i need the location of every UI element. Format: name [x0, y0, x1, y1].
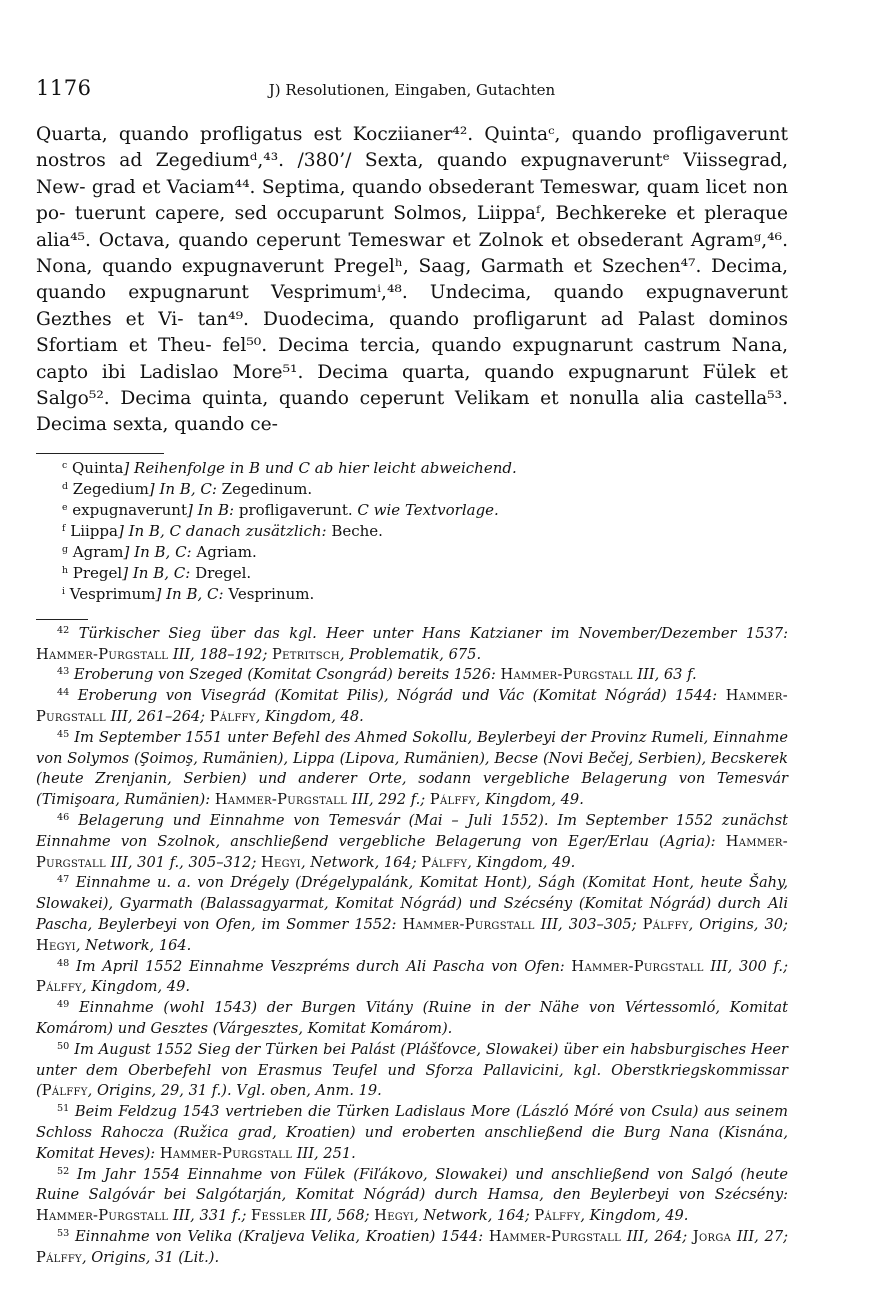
main-line: expugnarunt Vesprimumⁱ,⁴⁸. Undecima, quando expugnaverunt Gezthes et Vi- — [36, 282, 789, 330]
running-head: J) Resolutionen, Eingaben, Gutachten — [268, 81, 556, 99]
footnote-text: Einnahme u. a. von Drégely (Drégelypalánk, Komitat Hont), Ságh (Komitat Hont, heute Šahy, Slowakei), Gyarmath (Balassagyarmat, Komitat Nógrád) und Szécsény (Komitat Nógrád) durch Ali Pascha, Beylerbeyi von Ofen, im Sommer 1552: Hammer-Purgstall III, 303–305; Pálffy, Origins, 30; Hegyi, Network, 164. — [36, 874, 788, 954]
apparatus-reading: Zegedinum. — [221, 479, 313, 498]
apparatus-entry-c: $^c$ Quinta] Reihenfolge in B und C ab hier leicht abweichend. — [62, 458, 517, 477]
footnote-number: 44 — [57, 687, 70, 699]
main-line: fel⁵⁰. Decima tercia, quando expugnarunt castrum Nana, capto ibi Ladislao — [36, 335, 788, 383]
apparatus-entry-f: $^f$ Liippa] In B, C danach zusätzlich: Beche. — [62, 521, 383, 540]
main-text — [36, 122, 788, 439]
footnote-number: 45 — [57, 729, 70, 741]
footnote-text: Im August 1552 Sieg der Türken bei Palást (Plášťovce, Slowakei) über ein habsburgisches Heer unter dem Oberbefehl von Erasmus Teufel und Sforza Pallavicini, kgl. Oberstkriegskommissar (Pálffy, Origins, 29, 31 f.). Vgl. oben, Anm. 19. — [36, 1040, 788, 1100]
footnote-46 — [36, 811, 788, 873]
main-line: quando expugnaverunt Pregelʰ, Saag, Garmath et Szechen⁴⁷. Decima, quando — [36, 256, 788, 304]
apparatus-mark: g — [62, 543, 68, 555]
apparatus-note: Reihenfolge in B und C ab hier leicht abweichend. — [134, 458, 517, 477]
footnote-text: Eroberung von Visegrád (Komitat Pilis), Nógrád und Vác (Komitat Nógrád) 1544: Hammer-Purgstall III, 261–264; Pálffy, Kingdom, 48. — [36, 687, 788, 726]
apparatus-note: In B, C: — [166, 584, 224, 603]
page-header — [36, 76, 788, 110]
footnote-number: 49 — [57, 999, 70, 1011]
footnote-42 — [36, 624, 788, 666]
footnote-text: Im September 1551 unter Befehl des Ahmed Sokollu, Beylerbeyi der Provinz Rumeli, Einnahme von Solymos (Şoimoş, Rumänien), Lippa (Lipova, Rumänien), Becse (Novi Bečej, Serbien), Becskerek (heute Zrenjanin, Serbien) und anderer Orte, sodann vergebliche Belagerung von Temesvár (Timişoara, Rumänien): Hammer-Purgstall III, 292 f.; Pálffy, Kingdom, 49. — [36, 728, 788, 809]
footnote-44 — [36, 686, 788, 728]
apparatus-note: In B, C: — [159, 479, 217, 498]
apparatus-reading: Agriam. — [196, 542, 257, 561]
apparatus-note: In B, C: — [132, 563, 191, 582]
main-line: tan⁴⁹. Duodecima, quando profligarunt ad Palast dominos Sfortiam et Theu- — [36, 308, 788, 357]
apparatus-lemma: Quinta — [72, 458, 124, 477]
footnote-number: 48 — [57, 957, 70, 969]
footnote-text: Im April 1552 Einnahme Veszpréms durch Ali Pascha von Ofen: Hammer-Purgstall III, 300 f.; Pálffy, Kingdom, 49. — [36, 957, 788, 996]
apparatus-lemma: Agram — [72, 542, 124, 561]
footnote-number: 46 — [57, 812, 70, 824]
apparatus-lemma: Vesprimum — [69, 584, 156, 603]
apparatus-note: In B: — [197, 500, 235, 519]
footnote-number: 42 — [57, 625, 70, 637]
apparatus-mark: h — [62, 564, 68, 576]
apparatus-mark: c — [62, 459, 68, 471]
main-line: tuerunt capere, sed occuparunt Solmos, Liippaᶠ, Bechkereke et pleraque alia⁴⁵. — [36, 203, 788, 251]
apparatus-reading: Dregel. — [195, 563, 252, 582]
main-line: grad et Vaciam⁴⁴. Septima, quando obsederant Temeswar, quam licet non po- — [36, 176, 788, 225]
apparatus-mark: f — [62, 522, 66, 534]
footnote-text: Türkischer Sieg über das kgl. Heer unter Hans Katzianer im November/Dezember 1537: Hammer-Purgstall III, 188–192; Petritsch, Problematik, 675. — [36, 624, 788, 663]
main-line: quando ceperunt Velikam et nonulla alia castella⁵³. Decima sexta, quando ce- — [36, 388, 788, 436]
footnote-number: 50 — [57, 1041, 70, 1052]
apparatus-reading: Vesprinum. — [228, 584, 315, 603]
apparatus-entry-h: $^h$ Pregel] In B, C: Dregel. — [62, 563, 252, 582]
apparatus-lemma: Zegedium — [72, 479, 149, 498]
footnote-number: 53 — [57, 1228, 70, 1240]
apparatus-note: In B, C: — [134, 542, 192, 561]
main-line: nostros ad Zegediumᵈ,⁴³. /380’/ Sexta, quando expugnaveruntᵉ Viissegrad, New- — [36, 150, 788, 198]
footnote-number: 47 — [57, 874, 70, 886]
apparatus-mark: i — [62, 585, 65, 597]
footnote-49 — [36, 998, 788, 1040]
main-paragraph — [36, 122, 788, 439]
document-page — [36, 76, 788, 1269]
footnote-53 — [36, 1227, 788, 1269]
critical-apparatus — [36, 458, 788, 605]
apparatus-mark: d — [62, 480, 68, 492]
footnote-45 — [36, 728, 788, 811]
apparatus-divider — [36, 453, 164, 454]
footnote-divider — [36, 619, 88, 620]
main-line: Quarta, quando profligatus est Kocziianer⁴². Quintaᶜ, quando profligaverunt — [36, 124, 788, 145]
footnote-51 — [36, 1102, 788, 1164]
apparatus-mark: e — [62, 501, 68, 513]
footnote-48 — [36, 957, 788, 999]
apparatus-entry-g: $^g$ Agram] In B, C: Agriam. — [62, 542, 257, 561]
apparatus-entry-e: $^e$ expugnaverunt] In B: profligaverunt. C wie Textvorlage. — [62, 500, 499, 519]
footnote-52 — [36, 1165, 788, 1227]
apparatus-lemma: expugnaverunt — [72, 500, 187, 519]
footnote-text: Einnahme (wohl 1543) der Burgen Vitány (Ruine in der Nähe von Vértessomló, Komitat Komárom) und Gesztes (Várgesztes, Komitat Komárom). — [36, 999, 789, 1038]
footnote-text: Im Jahr 1554 Einnahme von Fülek (Fiľákovo, Slowakei) und anschließend von Salgó (heute Ruine Salgóvár bei Salgótarján, Komitat Nógrád) durch Hamsa, den Beylerbeyi von Szécsény: Hammer-Purgstall III, 331 f.; Fessler III, 568; Hegyi, Network, 164; Pálffy, Kingdom, 49. — [36, 1165, 788, 1225]
footnote-47 — [36, 873, 788, 956]
apparatus-entry-i: $^i$ Vesprimum] In B, C: Vesprinum. — [62, 584, 315, 603]
footnote-43 — [36, 665, 788, 686]
footnote-text: Belagerung und Einnahme von Temesvár (Mai – Juli 1552). Im September 1552 zunächst Einnahme von Szolnok, anschließend vergebliche Belagerung von Eger/Erlau (Agria): Hammer-Purgstall III, 301 f., 305–312; Hegyi, Network, 164; Pálffy, Kingdom, 49. — [36, 812, 788, 871]
page-number: 1176 — [36, 76, 92, 100]
footnote-text: Eroberung von Szeged (Komitat Csongrád) bereits 1526: Hammer-Purgstall III, 63 f. — [73, 666, 697, 684]
apparatus-reading: Beche. — [331, 521, 383, 540]
footnote-50 — [36, 1040, 788, 1102]
footnote-number: 52 — [57, 1165, 70, 1177]
apparatus-note: In B, C danach zusätzlich: — [128, 521, 327, 540]
footnote-text: Beim Feldzug 1543 vertrieben die Türken Ladislaus More (László Móré von Csula) aus seinem Schloss Rahocza (Ružica grad, Kroatien) und eroberten anschließend die Burg Nana (Kisnána, Komitat Heves): Hammer-Purgstall III, 251. — [36, 1103, 788, 1162]
main-line: Octava, quando ceperunt Temeswar et Zolnok et obsederant Agramᵍ,⁴⁶. Nona, — [36, 229, 788, 278]
footnotes — [36, 624, 788, 1269]
apparatus-entry-d: $^d$ Zegedium] In B, C: Zegedinum. — [62, 479, 313, 498]
apparatus-reading: profligaverunt. — [238, 500, 353, 519]
apparatus-note: C wie Textvorlage. — [357, 500, 499, 519]
footnote-text: Einnahme von Velika (Kraljeva Velika, Kroatien) 1544: Hammer-Purgstall III, 264; Jorga III, 27; Pálffy, Origins, 31 (Lit.). — [36, 1227, 789, 1266]
apparatus-lemma: Liippa — [70, 521, 118, 540]
main-line: More⁵¹. Decima quarta, quando expugnarunt Fülek et Salgo⁵². Decima quinta, — [36, 361, 788, 410]
footnote-number: 43 — [57, 666, 70, 678]
footnote-number: 51 — [57, 1103, 70, 1115]
apparatus-lemma: Pregel — [72, 563, 123, 582]
